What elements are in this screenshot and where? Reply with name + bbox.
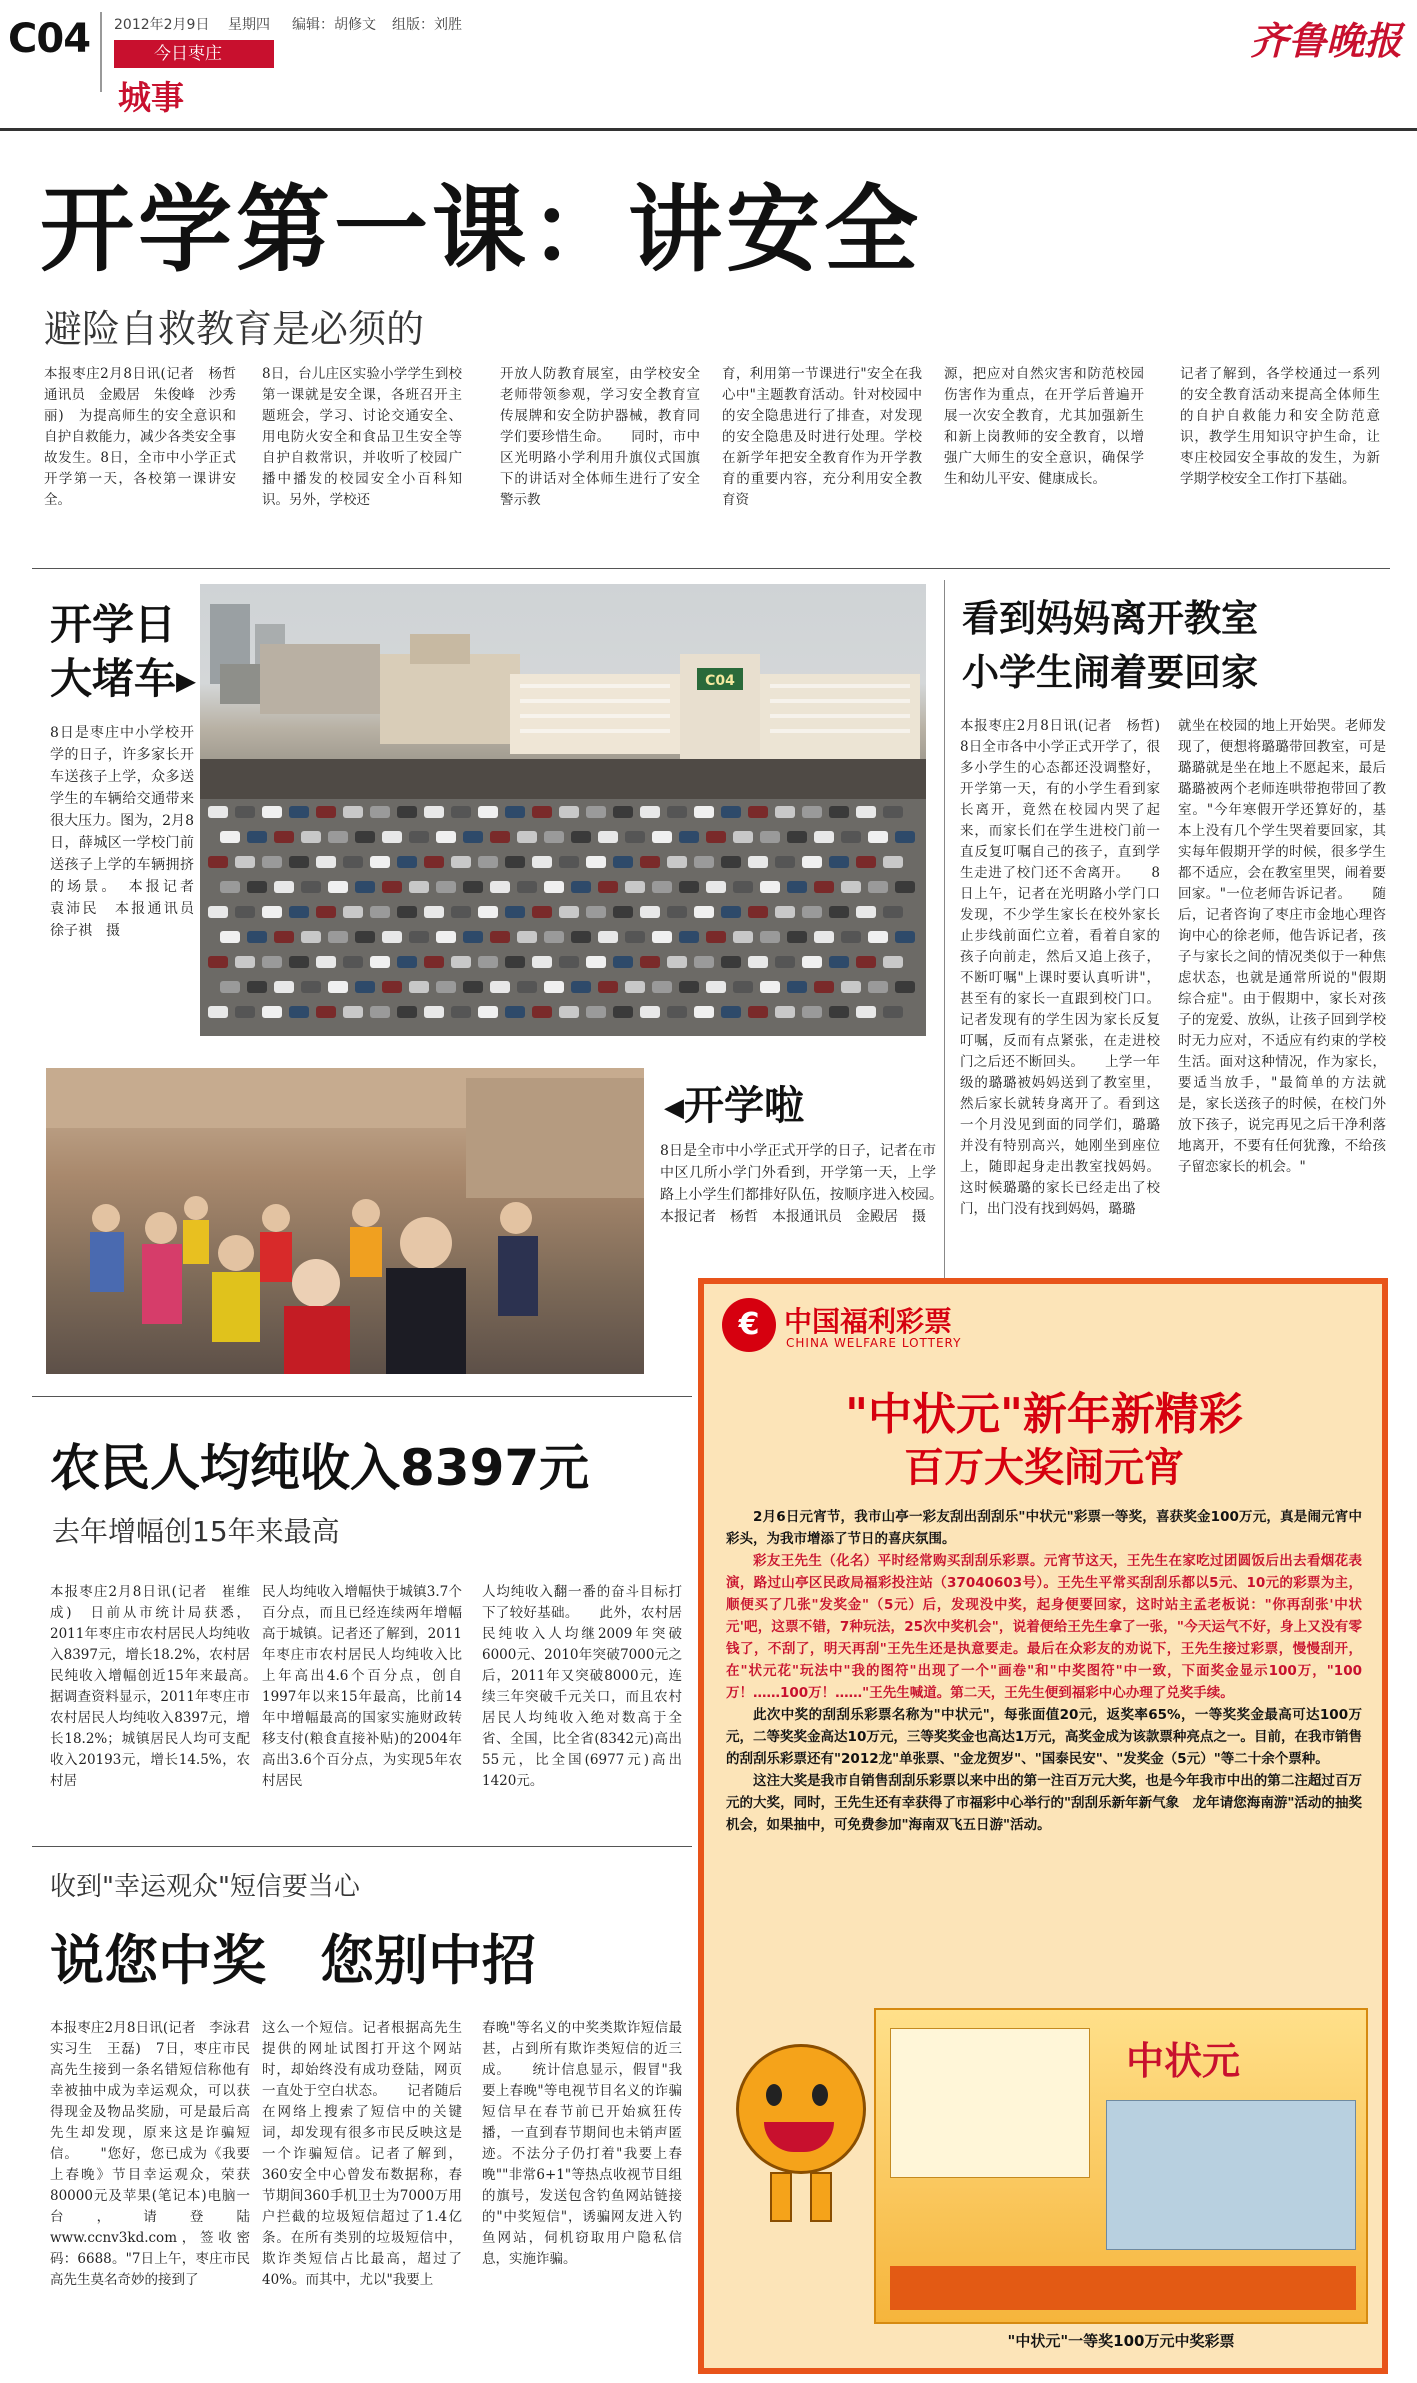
car-shape: [289, 906, 309, 918]
car-shape: [451, 906, 471, 918]
car-shape: [544, 981, 564, 993]
car-shape: [679, 981, 699, 993]
lead-column-5: 源，把应对自然灾害和防范校园伤害作为重点，在开学后普遍开展一次安全教育，尤其加强新生和新上岗教师的安全教育，以增强广大师生的安全意识，确保学生和幼儿平安、健康成长。: [944, 366, 1144, 487]
car-shape: [247, 881, 267, 893]
car-shape: [868, 881, 888, 893]
car-shape: [289, 956, 309, 968]
header-divider-vertical: [100, 12, 102, 92]
car-shape: [613, 856, 633, 868]
car-shape: [733, 931, 753, 943]
car-shape: [208, 956, 228, 968]
car-shape: [895, 831, 915, 843]
car-shape: [436, 831, 456, 843]
car-shape: [883, 956, 903, 968]
car-shape: [733, 831, 753, 843]
income-column-2: 民人均纯收入增幅快于城镇3.7个百分点，而且已经连续两年增幅高于城镇。记者还了解到，2011年枣庄市农村居民人均纯收入比上年高出4.6个百分点，创自1997年以来15年最高，比前14年中增幅最高的国家实施财政转移支付(粮食直接补贴)的2004年高出3.6个百分点，为实现5年农村居民: [262, 1584, 462, 1789]
car-shape: [802, 956, 822, 968]
car-shape: [316, 906, 336, 918]
ticket-title: 中状元: [1126, 2039, 1241, 2083]
car-shape: [829, 906, 849, 918]
car-shape: [490, 881, 510, 893]
car-shape: [370, 1006, 390, 1018]
car-shape: [760, 931, 780, 943]
car-shape: [829, 956, 849, 968]
car-shape: [694, 956, 714, 968]
car-shape: [355, 981, 375, 993]
car-shape: [571, 931, 591, 943]
lottery-body: [726, 1506, 1362, 1936]
car-shape: [760, 881, 780, 893]
car-shape: [613, 806, 633, 818]
car-shape: [856, 856, 876, 868]
lead-column-4: 育，利用第一节课进行"安全在我心中"主题教育活动。针对校园中的安全隐患进行了排查，对发现的安全隐患及时进行处理。学校在新学年把安全教育作为开学教育的重要内容，充分利用安全教育资: [722, 366, 922, 508]
car-shape: [424, 806, 444, 818]
car-shape: [883, 806, 903, 818]
traffic-photo: [200, 584, 926, 1036]
car-shape: [883, 856, 903, 868]
car-shape: [586, 956, 606, 968]
car-shape: [652, 881, 672, 893]
car-shape: [355, 831, 375, 843]
arrow-right-icon: ▶: [176, 666, 197, 697]
car-shape: [463, 831, 483, 843]
car-shape: [370, 806, 390, 818]
car-shape: [235, 806, 255, 818]
car-shape: [544, 881, 564, 893]
car-shape: [706, 931, 726, 943]
car-shape: [640, 856, 660, 868]
car-shape: [733, 881, 753, 893]
car-shape: [895, 981, 915, 993]
car-shape: [274, 881, 294, 893]
crying-title-2: 小学生闹着要回家: [962, 651, 1258, 694]
crying-title-1: 看到妈妈离开教室: [962, 597, 1258, 640]
car-shape: [409, 981, 429, 993]
car-shape: [814, 831, 834, 843]
car-shape: [586, 806, 606, 818]
car-shape: [694, 906, 714, 918]
car-shape: [301, 981, 321, 993]
car-shape: [505, 1006, 525, 1018]
page-header: [0, 0, 1417, 128]
car-shape: [544, 831, 564, 843]
car-shape: [289, 806, 309, 818]
car-shape: [463, 931, 483, 943]
car-shape: [490, 981, 510, 993]
car-shape: [559, 806, 579, 818]
car-shape: [625, 981, 645, 993]
editor-credit: 编辑：胡修文: [292, 17, 376, 33]
car-shape: [625, 931, 645, 943]
car-shape: [316, 956, 336, 968]
car-shape: [397, 1006, 417, 1018]
car-shape: [451, 956, 471, 968]
car-shape: [397, 906, 417, 918]
car-shape: [598, 831, 618, 843]
car-shape: [370, 856, 390, 868]
scam-column-1: 本报枣庄2月8日讯(记者 李泳君 实习生 王磊) 7日，枣庄市民高先生接到一条名错短信称他有幸被抽中成为幸运观众，可以获得现金及物品奖励，可是最后高先生却发现，原来这是诈骗短信。 "您好，您已成为《我要上春晚》节目幸运观众，荣获80000元及苹果(笔记本)电脑一台，请登陆www.ccnv3kd.com，签收密码：6688。"7日上午，枣庄市民高先生莫名奇妙的接到了: [50, 2020, 250, 2288]
car-shape: [775, 806, 795, 818]
car-shape: [382, 881, 402, 893]
car-shape: [424, 856, 444, 868]
income-top-rule: [32, 1396, 692, 1397]
income-column-1: 本报枣庄2月8日讯(记者 崔维成) 日前从市统计局获悉，2011年枣庄市农村居民人均纯收入8397元，增长18.2%，农村居民纯收入增幅创近15年来最高。 据调查资料显示，2011年枣庄市农村居民人均纯收入8397元，增长18.2%；城镇居民人均可支配收入20193元，增长14.5%，农村居: [50, 1584, 250, 1789]
issue-date: 2012年2月9日: [114, 17, 210, 33]
car-shape: [721, 806, 741, 818]
crying-column-1: 本报枣庄2月8日讯(记者 杨哲) 8日全市各中小学正式开学了，很多小学生的心态都还没调整好，开学第一天，有的小学生看到家长离开，竟然在校园内哭了起来，而家长们在学生进校门前一直反复叮嘱自己的孩子，直到学生走进了校门还不舍离开。 8日上午，记者在光明路小学门口发现，不少学生家长在校外家长止步线前面伫立着，看着自家的孩子向前走，然后又追上孩子，不断叮嘱"上课时要认真听讲"，甚至有的家长一直跟到校门口。记者发现有的学生因为家长反复叮嘱，反而有点紧张，在走进校门之后还不断回头。 上学一年级的璐璐被妈妈送到了教室里，然后家长就转身离开了。看到这一个月没见到面的同学们，璐璐并没有特别高兴，她刚坐到座位上，随即起身走出教室找妈妈。这时候璐璐的家长已经走出了校门，出门没有找到妈妈，璐璐: [960, 718, 1160, 1217]
lead-column-1: 本报枣庄2月8日讯(记者 杨哲 通讯员 金殿居 朱俊峰 沙秀丽) 为提高师生的安全意识和自护自救能力，减少各类安全事故发生。8日，全市中小学正式开学第一天，各校第一课讲安全。: [44, 366, 236, 508]
issue-weekday: 星期四: [228, 17, 270, 33]
traffic-title-1: 开学日: [50, 600, 177, 649]
car-shape: [262, 906, 282, 918]
car-shape: [814, 981, 834, 993]
car-shape: [517, 981, 537, 993]
lottery-logo-cn: 中国福利彩票: [784, 1305, 953, 1338]
car-shape: [598, 931, 618, 943]
lead-column-6: 记者了解到，各学校通过一系列的安全教育活动来提高全体师生的自护自救能力和安全防范意识，教学生用知识守护生命，让枣庄校园安全事故的发生，为新学期学校安全工作打下基础。: [1180, 366, 1380, 487]
car-shape: [397, 856, 417, 868]
students-photo: [46, 1068, 644, 1374]
car-shape: [814, 931, 834, 943]
car-shape: [328, 831, 348, 843]
car-shape: [343, 956, 363, 968]
car-shape: [883, 906, 903, 918]
car-shape: [706, 981, 726, 993]
car-shape: [301, 881, 321, 893]
scam-column-2: 这么一个短信。记者根据高先生提供的网址试图打开这个网站时，却始终没有成功登陆，网页一直处于空白状态。 记者随后在网络上搜索了短信中的关键词，却发现有很多市民反映这是一个诈骗短信。记者了解到，360安全中心曾发布数据称，春节期间360手机卫士为7000万用户拦截的垃圾短信超过了1.4亿条。在所有类别的垃圾短信中，欺诈类短信占比最高，超过了40%。而其中，尤以"我要上: [262, 2020, 462, 2288]
car-shape: [640, 806, 660, 818]
scam-headline: 说您中奖 您别中招: [50, 1929, 536, 1992]
car-shape: [598, 981, 618, 993]
car-shape: [652, 831, 672, 843]
car-shape: [544, 931, 564, 943]
car-shape: [301, 931, 321, 943]
car-shape: [748, 956, 768, 968]
lottery-logo-icon: €: [722, 1298, 776, 1352]
car-shape: [247, 831, 267, 843]
car-shape: [613, 1006, 633, 1018]
car-shape: [220, 881, 240, 893]
car-shape: [463, 981, 483, 993]
car-shape: [895, 931, 915, 943]
car-shape: [370, 906, 390, 918]
car-shape: [802, 1006, 822, 1018]
car-shape: [247, 981, 267, 993]
income-headline: 农民人均纯收入8397元: [50, 1439, 590, 1497]
car-shape: [289, 1006, 309, 1018]
income-subheadline: 去年增幅创15年来最高: [52, 1515, 340, 1548]
car-shape: [478, 806, 498, 818]
car-shape: [220, 981, 240, 993]
car-shape: [787, 831, 807, 843]
car-shape: [868, 981, 888, 993]
car-shape: [478, 1006, 498, 1018]
car-shape: [841, 981, 861, 993]
car-shape: [679, 831, 699, 843]
car-shape: [775, 906, 795, 918]
car-shape: [883, 1006, 903, 1018]
car-shape: [667, 906, 687, 918]
car-shape: [841, 831, 861, 843]
car-shape: [856, 1006, 876, 1018]
car-shape: [829, 1006, 849, 1018]
car-shape: [397, 806, 417, 818]
car-shape: [451, 1006, 471, 1018]
lottery-headline-1: "中状元"新年新精彩: [845, 1389, 1243, 1440]
mascot-character: [726, 2044, 876, 2234]
lead-headline: 开学第一课：讲安全: [40, 176, 923, 285]
car-shape: [235, 1006, 255, 1018]
car-shape: [343, 1006, 363, 1018]
car-shape: [424, 906, 444, 918]
car-shape: [895, 881, 915, 893]
car-shape: [814, 881, 834, 893]
car-shape: [652, 931, 672, 943]
crying-column-2: 就坐在校园的地上开始哭。老师发现了，便想将璐璐带回教室，可是璐璐就是坐在地上不愿起来，最后璐璐被两个老师连哄带抱带回了教室。"今年寒假开学还算好的，基本上没有几个学生哭着要回家，其实每年假期开学的时候，很多学生都不适应，会在教室里哭，闹着要回家。"一位老师告诉记者。 随后，记者咨询了枣庄市金地心理咨询中心的徐老师，他告诉记者，孩子与家长之间的情况类似于一种焦虑状态，也就是通常所说的"假期综合症"。由于假期中，家长对孩子的宠爱、放纵，让孩子回到学校时无力应对，不适应有约束的学校生活。面对这种情况，作为家长，要适当放手，"最简单的方法就是，家长送孩子的时候，在校门外放下孩子，说完再见之后干净利落地离开，不要有任何犹豫，不给孩子留恋家长的机会。": [1178, 718, 1386, 1175]
car-shape: [355, 931, 375, 943]
car-shape: [235, 856, 255, 868]
car-shape: [613, 906, 633, 918]
car-shape: [343, 906, 363, 918]
car-shape: [559, 856, 579, 868]
car-shape: [490, 831, 510, 843]
car-shape: [382, 831, 402, 843]
income-bottom-rule: [32, 1846, 692, 1847]
car-shape: [220, 831, 240, 843]
car-shape: [559, 906, 579, 918]
car-shape: [316, 806, 336, 818]
car-shape: [625, 881, 645, 893]
car-shape: [208, 1006, 228, 1018]
car-shape: [775, 956, 795, 968]
car-shape: [397, 956, 417, 968]
car-shape: [343, 856, 363, 868]
section-title: 城事: [118, 78, 184, 117]
car-shape: [478, 906, 498, 918]
lottery-headline-2: 百万大奖闹元宵: [904, 1445, 1184, 1491]
traffic-title-2: 大堵车▶: [50, 654, 197, 703]
car-shape: [733, 981, 753, 993]
scam-kicker: 收到"幸运观众"短信要当心: [50, 1872, 360, 1902]
lottery-paragraph: 彩友王先生（化名）平时经常购买刮刮乐彩票。元宵节这天，王先生在家吃过团圆饭后出去看烟花表演，路过山亭区民政局福彩投注站（37040603号）。王先生平常买刮刮乐都以5元、10元的彩票为主，顺便买了几张"发奖金"（5元）后，发现没中奖，起身便要回家，这时站主孟老板说："你再刮张'中状元'吧，这票不错，7种玩法，25次中奖机会"，说着便给王先生拿了一张，"今天运气不好，身上又没有零钱了，不刮了，明天再刮"王先生还是执意要走。最后在众彩友的劝说下，王先生接过彩票，慢慢刮开，在"状元花"玩法中"我的图符"出现了一个"画卷"和"中奖图符"中一致，下面奖金显示100万，"100万！……100万！……"王先生喊道。第二天，王先生便到福彩中心办理了兑奖手续。: [726, 1553, 1362, 1701]
car-shape: [235, 956, 255, 968]
car-shape: [559, 956, 579, 968]
car-shape: [235, 906, 255, 918]
photo-building-sign: C04: [705, 673, 735, 689]
car-shape: [802, 906, 822, 918]
car-shape: [517, 831, 537, 843]
car-shape: [760, 831, 780, 843]
car-shape: [748, 856, 768, 868]
page-code: C04: [8, 16, 91, 62]
traffic-caption: 8日是枣庄中小学校开学的日子，许多家长开车送孩子上学，众多送学生的车辆给交通带来很大压力。图为，2月8日，薛城区一学校门前送孩子上学的车辆拥挤的场景。 本报记者 袁沛民 本报通讯员 徐子祺 摄: [50, 725, 194, 939]
ticket-grid: [890, 2028, 1090, 2178]
car-shape: [586, 1006, 606, 1018]
car-shape: [559, 1006, 579, 1018]
car-shape: [667, 806, 687, 818]
car-shape: [208, 806, 228, 818]
car-shape: [721, 906, 741, 918]
car-shape: [532, 856, 552, 868]
car-shape: [829, 856, 849, 868]
car-shape: [679, 931, 699, 943]
car-shape: [571, 831, 591, 843]
car-shape: [586, 856, 606, 868]
car-shape: [409, 881, 429, 893]
car-shape: [262, 806, 282, 818]
car-shape: [463, 881, 483, 893]
car-shape: [436, 931, 456, 943]
car-shape: [694, 856, 714, 868]
car-shape: [490, 931, 510, 943]
car-shape: [679, 881, 699, 893]
car-shape: [640, 1006, 660, 1018]
lottery-ad: [698, 1278, 1388, 2374]
masthead-logo: 齐鲁晚报: [1250, 18, 1403, 63]
car-shape: [667, 856, 687, 868]
lead-bottom-rule: [32, 568, 1390, 569]
ticket-caption: "中状元"一等奖100万元中奖彩票: [1007, 2332, 1235, 2350]
section-tag: 今日枣庄: [114, 40, 274, 68]
car-shape: [706, 881, 726, 893]
car-shape: [208, 906, 228, 918]
car-shape: [775, 856, 795, 868]
car-shape: [571, 881, 591, 893]
car-shape: [517, 881, 537, 893]
car-shape: [706, 831, 726, 843]
car-shape: [424, 1006, 444, 1018]
car-shape: [436, 881, 456, 893]
income-column-3: 人均纯收入翻一番的奋斗目标打下了较好基础。 此外，农村居民纯收入人均继2009年突破6000元、2010年突破7000元之后，2011年又突破8000元，连续三年突破千元关口，而且农村居民人均纯收入绝对数高于全省、全国，比全省(8342元)高出55元，比全国(6977元)高出1420元。: [482, 1584, 682, 1789]
car-shape: [262, 1006, 282, 1018]
car-shape: [328, 931, 348, 943]
car-shape: [274, 981, 294, 993]
car-shape: [478, 856, 498, 868]
car-shape: [532, 1006, 552, 1018]
car-shape: [841, 881, 861, 893]
car-shape: [694, 1006, 714, 1018]
car-shape: [424, 956, 444, 968]
car-shape: [517, 931, 537, 943]
car-shape: [505, 906, 525, 918]
layout-credit: 组版：刘胜: [392, 17, 462, 33]
car-shape: [532, 806, 552, 818]
lottery-paragraph: 这注大奖是我市自销售刮刮乐彩票以来中出的第一注百万元大奖，也是今年我市中出的第二注超过百万元的大奖，同时，王先生还有幸获得了市福彩中心举行的"刮刮乐新年新气象 龙年请您海南游"活动的抽奖机会，如果抽中，可免费参加"海南双飞五日游"活动。: [726, 1773, 1362, 1833]
ticket-bottom-strip: [890, 2266, 1356, 2310]
car-shape: [409, 931, 429, 943]
car-shape: [856, 956, 876, 968]
lottery-paragraph: 此次中奖的刮刮乐彩票名称为"中状元"，每张面值20元，返奖率65%，一等奖奖金最高可达100万元，二等奖奖金高达10万元，三等奖奖金也高达1万元，高奖金成为该款票种亮点之一。目前，在我市销售的刮刮乐彩票还有"2012龙"单张票、"金龙贺岁"、"国泰民安"、"发奖金（5元）"等二十余个票种。: [726, 1707, 1362, 1767]
car-shape: [856, 806, 876, 818]
car-shape: [328, 881, 348, 893]
car-shape: [316, 856, 336, 868]
car-shape: [586, 906, 606, 918]
car-shape: [748, 906, 768, 918]
car-shape: [505, 956, 525, 968]
car-shape: [748, 806, 768, 818]
lottery-ticket: [874, 2008, 1368, 2324]
car-shape: [532, 906, 552, 918]
car-shape: [868, 931, 888, 943]
car-shape: [787, 931, 807, 943]
lottery-logo-en: CHINA WELFARE LOTTERY: [786, 1336, 962, 1350]
car-shape: [841, 931, 861, 943]
car-shape: [640, 956, 660, 968]
car-shape: [748, 1006, 768, 1018]
car-shape: [667, 956, 687, 968]
car-shape: [505, 856, 525, 868]
car-shape: [316, 1006, 336, 1018]
lead-subheadline: 避险自救教育是必须的: [44, 307, 425, 351]
car-shape: [721, 856, 741, 868]
car-shape: [694, 806, 714, 818]
car-shape: [598, 881, 618, 893]
car-shape: [301, 831, 321, 843]
car-shape: [760, 981, 780, 993]
car-shape: [274, 931, 294, 943]
lead-column-2: 8日，台儿庄区实验小学学生到校第一课就是安全课，各班召开主题班会，学习、讨论交通安全、用电防火安全和食品卫生安全等自护自救常识，并收听了校园广播中播发的校园安全小百科知识。另外，学校还: [262, 366, 462, 508]
car-shape: [328, 981, 348, 993]
car-shape: [721, 956, 741, 968]
car-shape: [667, 1006, 687, 1018]
car-shape: [478, 956, 498, 968]
car-shape: [247, 931, 267, 943]
car-shape: [451, 856, 471, 868]
car-shape: [775, 1006, 795, 1018]
lottery-paragraph: 2月6日元宵节，我市山亭一彩友刮出刮刮乐"中状元"彩票一等奖，喜获奖金100万元，真是闹元宵中彩头，为我市增添了节日的喜庆氛围。: [726, 1509, 1362, 1547]
car-shape: [382, 981, 402, 993]
car-shape: [262, 856, 282, 868]
car-shape: [382, 931, 402, 943]
car-shape: [802, 806, 822, 818]
car-shape: [220, 931, 240, 943]
car-shape: [262, 956, 282, 968]
car-shape: [208, 856, 228, 868]
lead-column-3: 开放人防教育展室，由学校安全老师带领参观，学习安全教育宣传展牌和安全防护器械，教育同学们要珍惜生命。 同时，市中区光明路小学利用升旗仪式国旗下的讲话对全体师生进行了安全警示教: [500, 366, 700, 508]
car-shape: [625, 831, 645, 843]
school-start-caption: 8日是全市中小学正式开学的日子，记者在市中区几所小学门外看到，开学第一天，上学路上小学生们都排好队伍，按顺序进入校园。 本报记者 杨哲 本报通讯员 金殿居 摄: [660, 1143, 936, 1225]
scam-column-3: 春晚"等名义的中奖类欺诈短信最甚，占到所有欺诈类短信的近三成。 统计信息显示，假冒"我要上春晚"等电视节目名义的诈骗短信早在春节前已开始疯狂传播，一直到春节期间也未销声匿迹。不法分子仍打着"我要上春晚""非常6+1"等热点收视节目组的旗号，发送包含钓鱼网站链接的"中奖短信"，诱骗网友进入钓鱼网站，伺机窃取用户隐私信息，实施诈骗。: [482, 2020, 682, 2267]
car-shape: [355, 881, 375, 893]
car-shape: [274, 831, 294, 843]
car-shape: [787, 881, 807, 893]
car-shape: [856, 906, 876, 918]
car-shape: [652, 981, 672, 993]
car-shape: [613, 956, 633, 968]
car-shape: [829, 806, 849, 818]
car-shape: [451, 806, 471, 818]
car-shape: [409, 831, 429, 843]
car-shape: [721, 1006, 741, 1018]
car-shape: [640, 906, 660, 918]
car-shape: [532, 956, 552, 968]
school-start-title: ◀开学啦: [664, 1083, 804, 1129]
car-shape: [289, 856, 309, 868]
crying-left-rule: [944, 580, 945, 1280]
car-shape: [343, 806, 363, 818]
car-shape: [802, 856, 822, 868]
car-shape: [868, 831, 888, 843]
car-shape: [787, 981, 807, 993]
car-shape: [505, 806, 525, 818]
car-shape: [571, 981, 591, 993]
car-shape: [370, 956, 390, 968]
car-shape: [436, 981, 456, 993]
ticket-scratch-area: [1106, 2100, 1356, 2250]
arrow-left-icon: ◀: [664, 1093, 684, 1123]
header-rule: [0, 128, 1417, 131]
